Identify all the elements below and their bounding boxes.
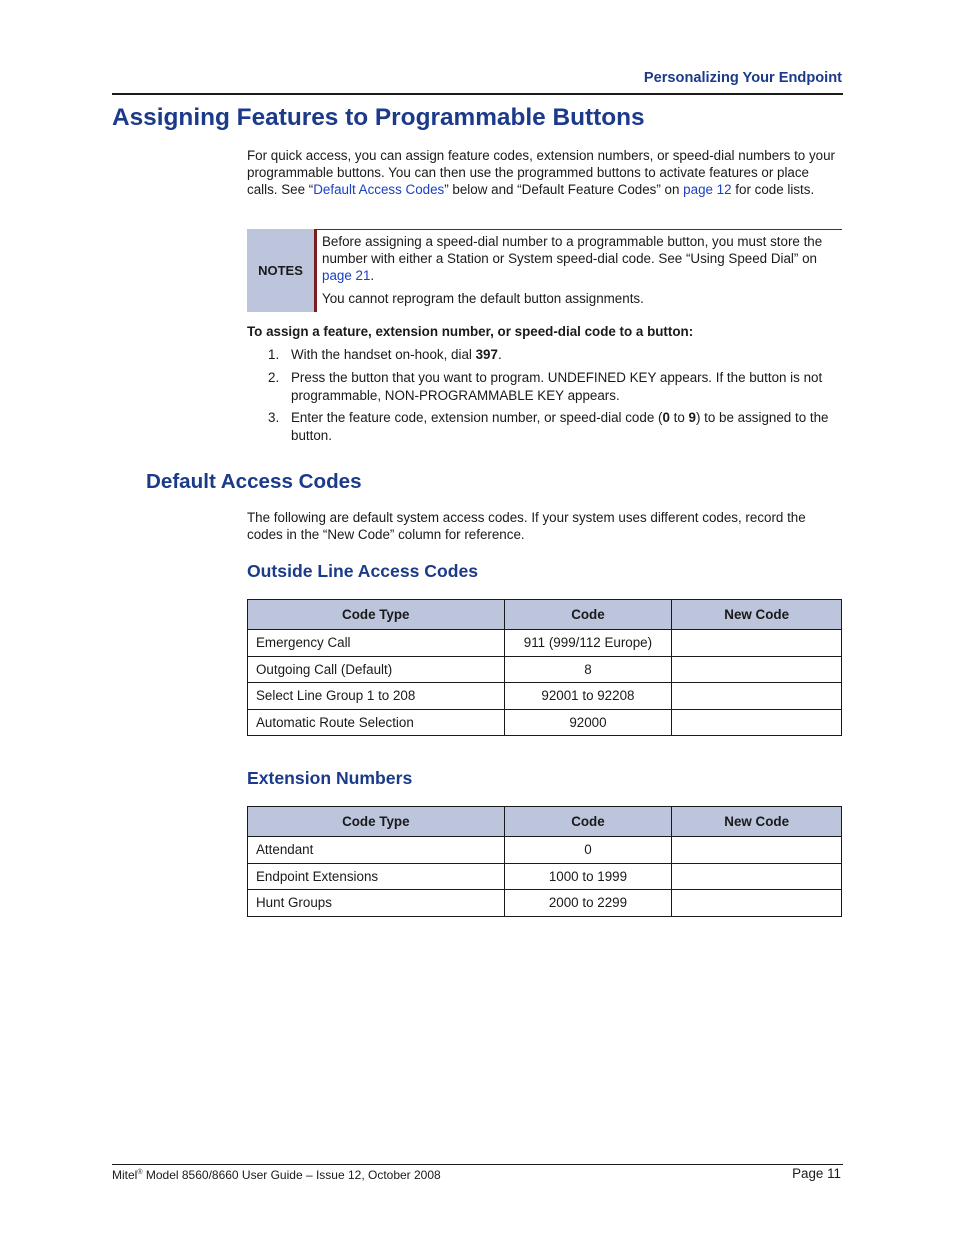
table-row bbox=[248, 890, 842, 917]
header-rule bbox=[112, 93, 843, 95]
step-3-to: to bbox=[669, 410, 689, 425]
col-header-new-code: New Code bbox=[672, 600, 842, 630]
table-row bbox=[248, 656, 842, 683]
code-cell: 911 (999/112 Europe) bbox=[504, 630, 672, 657]
outside-line-table bbox=[247, 599, 842, 736]
page-12-link[interactable]: page 12 bbox=[683, 182, 732, 197]
default-access-intro: The following are default system access codes. If your system uses different codes, record the codes in the “New Code” column for reference. bbox=[247, 510, 806, 542]
intro-paragraph bbox=[247, 147, 841, 198]
notes-top-rule bbox=[317, 229, 842, 230]
step-number: 3. bbox=[268, 410, 280, 425]
registered-mark: ® bbox=[137, 1169, 143, 1176]
table-row bbox=[248, 630, 842, 657]
table-row bbox=[248, 837, 842, 864]
new-code-cell bbox=[672, 837, 842, 864]
step-text bbox=[291, 409, 839, 444]
page-number: Page 11 bbox=[792, 1166, 841, 1181]
page-title: Assigning Features to Programmable Buttons bbox=[112, 104, 645, 131]
page-21-link[interactable]: page 21 bbox=[322, 268, 371, 283]
footer-guide-text: Model 8560/8660 User Guide – Issue 12, October 2008 bbox=[142, 1168, 441, 1182]
note-1 bbox=[322, 233, 842, 284]
step-text bbox=[291, 346, 839, 364]
step-text: Press the button that you want to program. UNDEFINED KEY appears. If the button is not programmable, NON-PROGRAMMABLE KEY appears. bbox=[291, 370, 823, 403]
intro-text-2: ” below and “Default Feature Codes” on bbox=[444, 182, 684, 197]
step-number: 2. bbox=[268, 370, 280, 385]
table-row bbox=[248, 683, 842, 710]
new-code-cell bbox=[672, 709, 842, 736]
col-header-code: Code bbox=[504, 807, 672, 837]
code-cell: 0 bbox=[504, 837, 672, 864]
new-code-cell bbox=[672, 656, 842, 683]
code-type-cell: Outgoing Call (Default) bbox=[248, 656, 505, 683]
step-3-code-start: 0 bbox=[662, 410, 670, 425]
outside-line-heading: Outside Line Access Codes bbox=[247, 561, 479, 581]
notes-box bbox=[247, 229, 842, 312]
default-access-codes-heading: Default Access Codes bbox=[146, 470, 362, 493]
procedure-heading: To assign a feature, extension number, or speed-dial code to a button: bbox=[247, 324, 694, 339]
table-row bbox=[248, 709, 842, 736]
footer-guide-title bbox=[112, 1168, 441, 1182]
step-3-code-end: 9 bbox=[688, 410, 696, 425]
footer-rule bbox=[112, 1164, 843, 1165]
col-header-code-type: Code Type bbox=[248, 600, 505, 630]
col-header-code: Code bbox=[504, 600, 672, 630]
code-type-cell: Select Line Group 1 to 208 bbox=[248, 683, 505, 710]
step-number: 1. bbox=[268, 347, 280, 362]
code-cell: 92000 bbox=[504, 709, 672, 736]
code-cell: 2000 to 2299 bbox=[504, 890, 672, 917]
step-1-code: 397 bbox=[475, 347, 498, 362]
code-cell: 1000 to 1999 bbox=[504, 863, 672, 890]
intro-text-3: for code lists. bbox=[731, 182, 815, 197]
table-header-row bbox=[248, 807, 842, 837]
step-1-end: . bbox=[497, 347, 502, 362]
code-type-cell: Attendant bbox=[248, 837, 505, 864]
table-row bbox=[248, 863, 842, 890]
default-access-codes-link[interactable]: Default Access Codes bbox=[313, 182, 445, 197]
notes-content bbox=[322, 233, 842, 307]
notes-label: NOTES bbox=[247, 229, 314, 312]
new-code-cell bbox=[672, 863, 842, 890]
notes-divider bbox=[314, 229, 317, 312]
col-header-code-type: Code Type bbox=[248, 807, 505, 837]
note-2: You cannot reprogram the default button assignments. bbox=[322, 291, 644, 306]
note-1-text: Before assigning a speed-dial number to a programmable button, you must store the number with either a Station or System speed-dial code. See “Using Speed Dial” on bbox=[322, 234, 823, 266]
step-3-text: Enter the feature code, extension number, or speed-dial code ( bbox=[291, 410, 663, 425]
step-1-text: With the handset on-hook, dial bbox=[291, 347, 476, 362]
code-type-cell: Emergency Call bbox=[248, 630, 505, 657]
table-header-row bbox=[248, 600, 842, 630]
code-type-cell: Hunt Groups bbox=[248, 890, 505, 917]
code-type-cell: Automatic Route Selection bbox=[248, 709, 505, 736]
intro-text-1: For quick access, you can assign feature codes, extension numbers, or speed-dial numbers to your programmable buttons. You can then use the programmed buttons to activate features or place calls. See “ bbox=[247, 148, 836, 197]
running-header: Personalizing Your Endpoint bbox=[643, 70, 842, 86]
new-code-cell bbox=[672, 630, 842, 657]
step-3-end: ) to be assigned to the button. bbox=[291, 410, 829, 443]
code-cell: 8 bbox=[504, 656, 672, 683]
code-cell: 92001 to 92208 bbox=[504, 683, 672, 710]
extension-numbers-heading: Extension Numbers bbox=[247, 768, 413, 788]
col-header-new-code: New Code bbox=[672, 807, 842, 837]
note-1-end: . bbox=[370, 268, 375, 283]
footer-brand: Mitel bbox=[112, 1168, 138, 1182]
code-type-cell: Endpoint Extensions bbox=[248, 863, 505, 890]
new-code-cell bbox=[672, 890, 842, 917]
new-code-cell bbox=[672, 683, 842, 710]
extension-numbers-table bbox=[247, 806, 842, 917]
